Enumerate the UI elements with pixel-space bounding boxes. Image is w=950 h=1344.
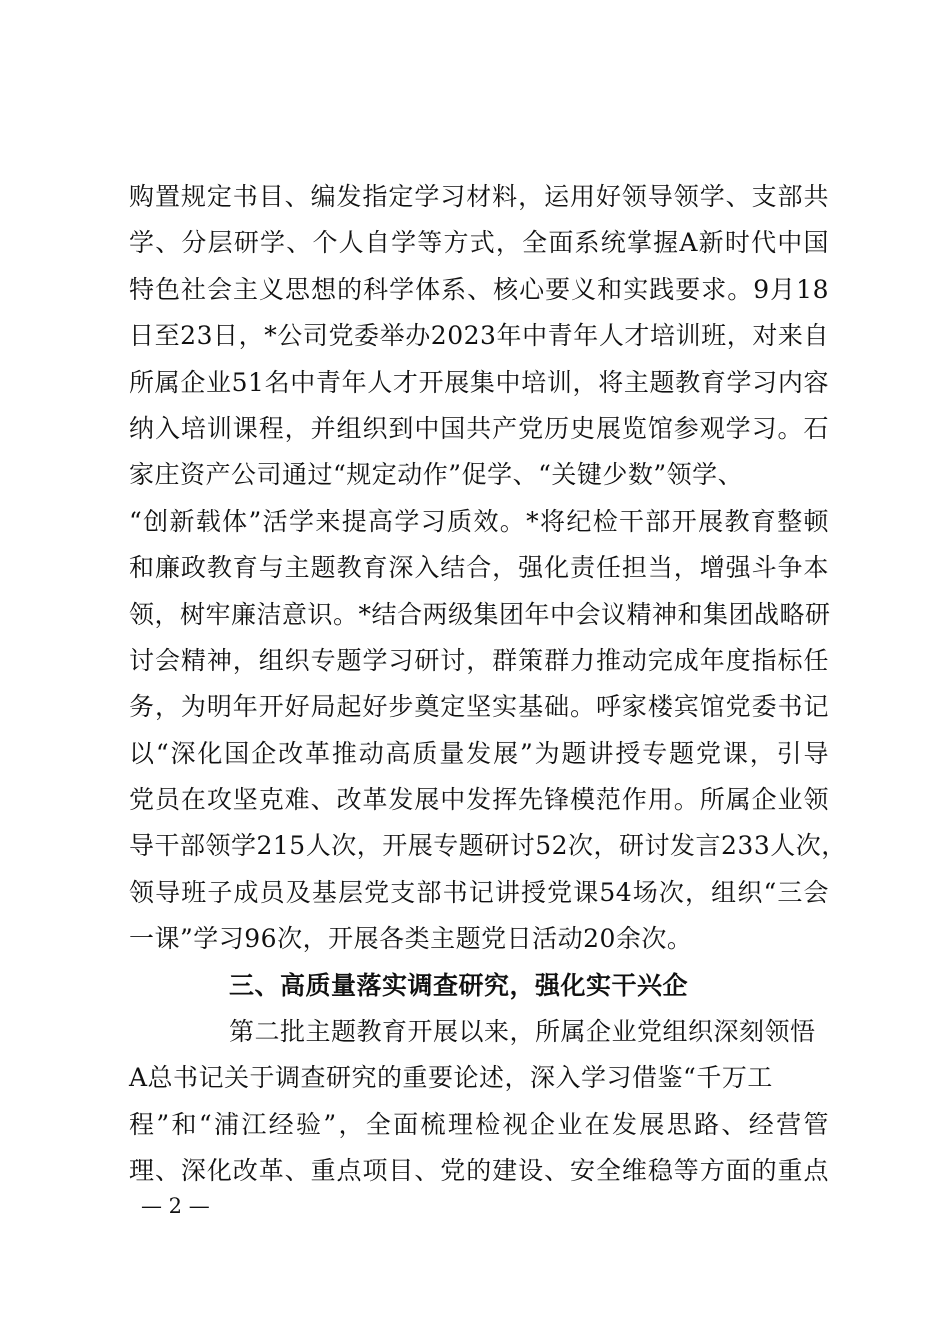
text-line: 日至23日，*公司党委举办2023年中青年人才培训班，对来自 <box>129 321 829 351</box>
text-line: 所属企业51名中青年人才开展集中培训，将主题教育学习内容 <box>129 367 829 397</box>
text-line: 导干部领学215人次，开展专题研讨52次，研讨发言233人次， <box>129 831 847 861</box>
body-text <box>129 174 847 1195</box>
text-line: 家庄资产公司通过“规定动作”促学、“关键少数”领学、 <box>129 460 744 490</box>
text-line: 领，树牢廉洁意识。*结合两级集团年中会议精神和集团战略研 <box>129 599 831 629</box>
text-line: 和廉政教育与主题教育深入结合，强化责任担当，增强斗争本 <box>129 553 829 583</box>
section-heading: 三、高质量落实调查研究，强化实干兴企 <box>229 970 689 1000</box>
text-line: “创新载体”活学来提高学习质效。*将纪检干部开展教育整顿 <box>129 506 829 536</box>
text-line: 特色社会主义思想的科学体系、核心要义和实践要求。9月18 <box>129 274 829 304</box>
text-line: 购置规定书目、编发指定学习材料，运用好领导领学、支部共 <box>129 182 829 211</box>
page-number: — 2 — <box>141 1194 210 1218</box>
text-line: 一课”学习96次，开展各类主题党日活动20余次。 <box>129 924 693 954</box>
text-line: 学、分层研学、个人自学等方式，全面系统掌握A新时代中国 <box>129 228 829 258</box>
text-line: A总书记关于调查研究的重要论述，深入学习借鉴“千万工 <box>129 1063 773 1093</box>
text-line: 党员在攻坚克难、改革发展中发挥先锋模范作用。所属企业领 <box>129 785 829 815</box>
text-line: 纳入培训课程，并组织到中国共产党历史展览馆参观学习。石 <box>129 413 829 443</box>
text-line: 讨会精神，组织专题学习研讨，群策群力推动完成年度指标任 <box>129 645 829 675</box>
text-line: 理、深化改革、重点项目、党的建设、安全维稳等方面的重点 <box>129 1156 829 1186</box>
text-line: 务，为明年开好局起好步奠定坚实基础。呼家楼宾馆党委书记 <box>129 692 829 722</box>
text-line: 第二批主题教育开展以来，所属企业党组织深刻领悟 <box>229 1017 816 1047</box>
text-line: 以“深化国企改革推动高质量发展”为题讲授专题党课，引导 <box>129 738 829 768</box>
text-line: 程”和“浦江经验”，全面梳理检视企业在发展思路、经营管 <box>129 1109 829 1139</box>
text-line: 领导班子成员及基层党支部书记讲授党课54场次，组织“三会 <box>129 877 829 907</box>
